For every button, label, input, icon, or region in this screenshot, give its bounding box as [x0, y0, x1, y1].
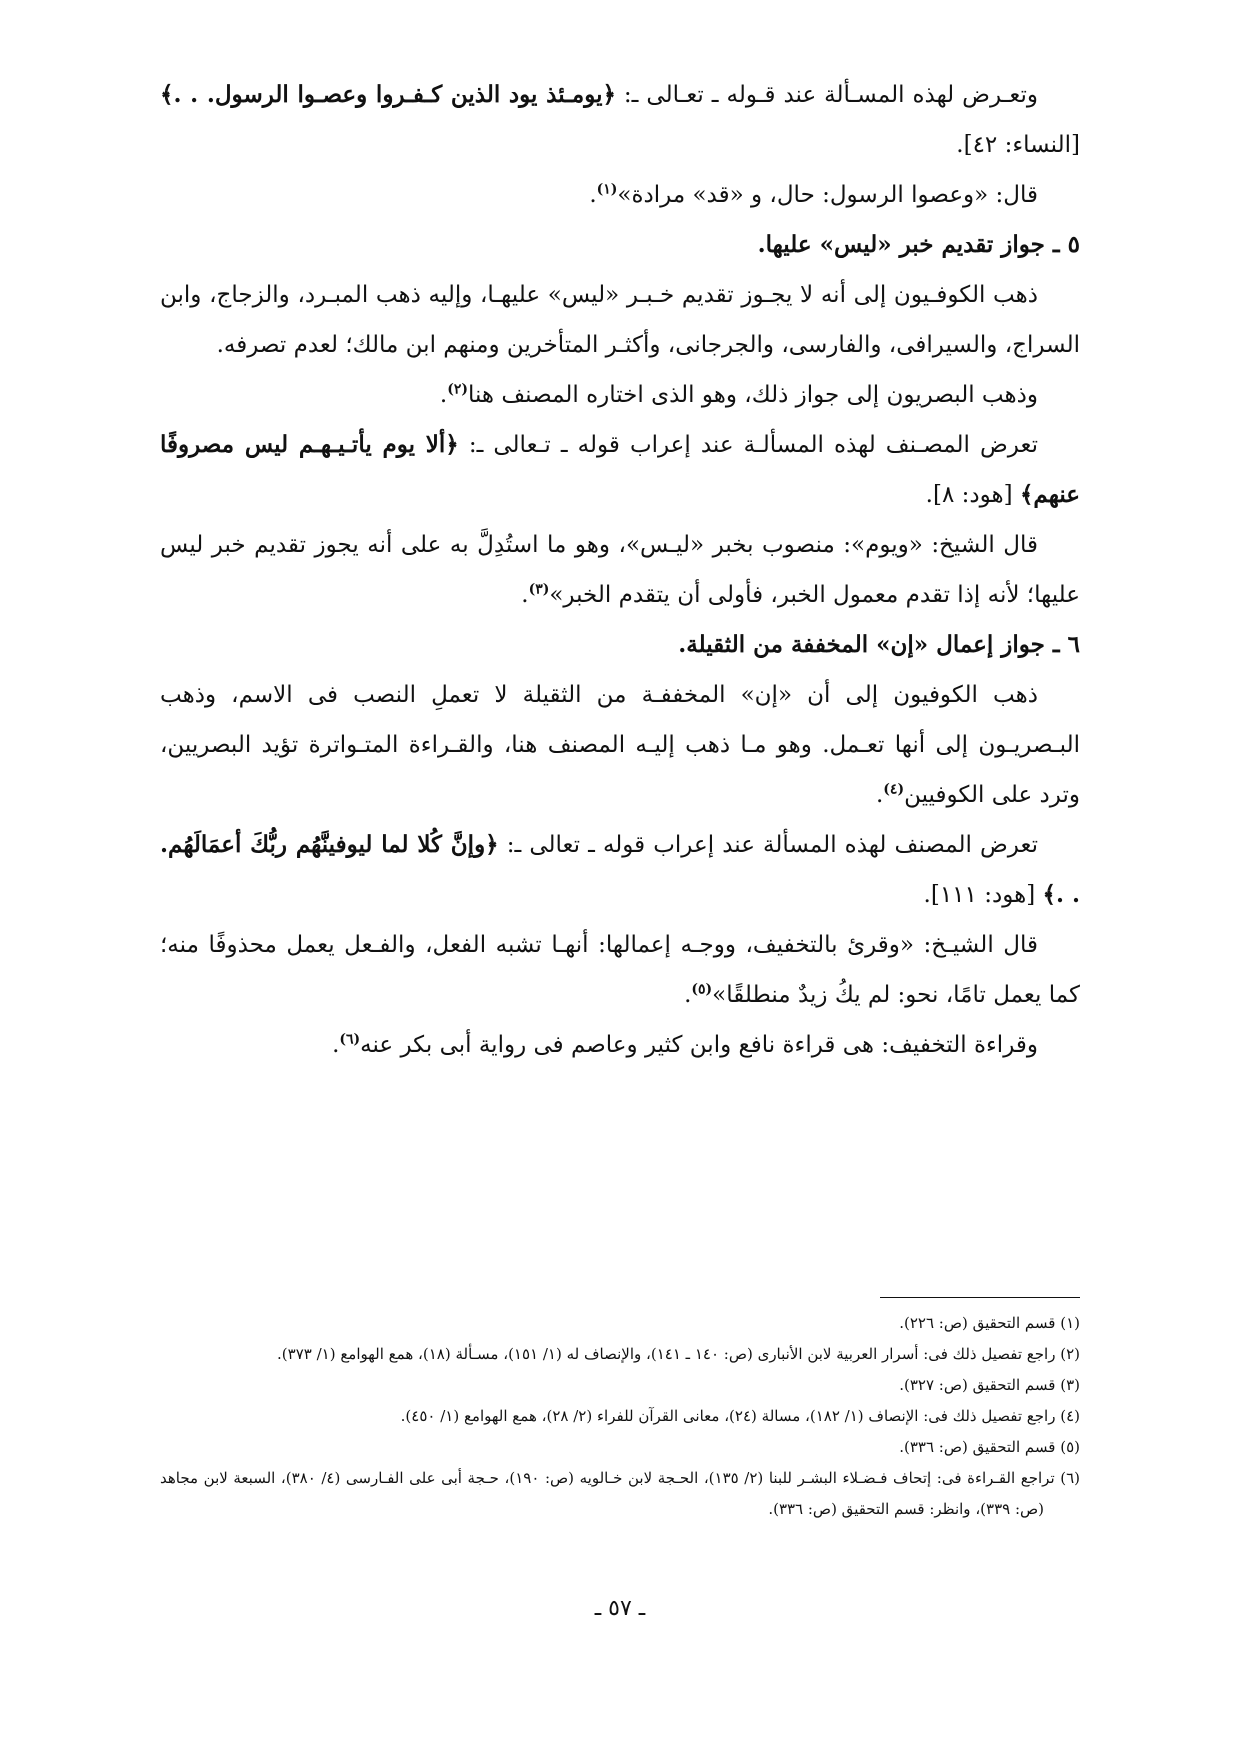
text-run: .	[439, 382, 448, 408]
footnote-number: (٣)	[1055, 1376, 1080, 1394]
footnote-item	[160, 1401, 1080, 1432]
footnote-number: (٤)	[1055, 1407, 1080, 1425]
text-run: قال الشيخ: «ويوم»: منصوب بخبر «ليـس»، وهو ما استُدِلَّ به على أنه يجوز تقديم خبر ليس عليها؛ لأنه إذا تقدم معمول الخبر، فأولى أن يتقدم الخبر»	[160, 532, 1080, 608]
text-run: [هود: ١١١].	[923, 882, 1043, 908]
paragraph	[160, 520, 1080, 620]
paragraph	[160, 70, 1080, 170]
quran-verse: ﴿ألا يوم يأتـيـهـم ليس مصروفًا عنهم﴾	[160, 431, 1080, 508]
text-run: تعرض المصنف لهذه المسألة عند إعراب قوله ـ تعالى ـ:	[498, 832, 1038, 858]
footnote-item	[160, 1308, 1080, 1339]
text-run: .	[332, 1032, 340, 1058]
page-number: ـ ٥٧ ـ	[594, 1596, 646, 1621]
section-heading	[160, 620, 1080, 670]
text-run: وتعـرض لهذه المسـألة عند قـوله ـ تعـالى ـ:	[615, 82, 1038, 108]
text-run: .	[521, 582, 529, 608]
paragraph	[160, 420, 1080, 520]
footnotes	[160, 1308, 1080, 1525]
footnote-number: (١)	[1055, 1314, 1080, 1332]
paragraph	[160, 820, 1080, 920]
footnote-number: (٥)	[1055, 1438, 1080, 1456]
footnote-text: قسم التحقيق (ص: ٣٣٦).	[899, 1438, 1056, 1456]
text-run: [هود: ٨].	[925, 482, 1020, 508]
footnote-item	[160, 1339, 1080, 1370]
text-run: تعرض المصـنف لهذه المسألـة عند إعراب قوله ـ تـعالى ـ:	[458, 432, 1038, 458]
text-run: ٥ ـ جواز تقديم خبر «ليس» عليها.	[757, 231, 1080, 258]
text-run: .	[684, 982, 692, 1008]
paragraph	[160, 170, 1080, 220]
footnote-number: (٦)	[1054, 1469, 1081, 1487]
footnote-text: قسم التحقيق (ص: ٣٢٧).	[899, 1376, 1056, 1394]
footnote-text: راجع تفصيل ذلك فى: أسرار العربية لابن الأنبارى (ص: ١٤٠ ـ ١٤١)، والإنصاف له (١/ ١٥١)، مسـألة (١٨)، همع الهوامع (١/ ٣٧٣).	[277, 1345, 1056, 1363]
paragraph	[160, 920, 1080, 1020]
footnote-marker: (٢)	[447, 381, 468, 398]
text-run: وذهب البصريون إلى جواز ذلك، وهو الذى اختاره المصنف هنا	[467, 382, 1038, 408]
paragraph	[160, 1020, 1080, 1070]
footnote-marker: (١)	[596, 181, 618, 198]
paragraph	[160, 670, 1080, 820]
footnote-text: راجع تفصيل ذلك فى: الإنصاف (١/ ١٨٢)، مسالة (٢٤)، معانى القرآن للفراء (٢/ ٢٨)، همع الهوامع (١/ ٤٥٠).	[400, 1407, 1056, 1425]
footnote-marker: (٣)	[528, 581, 550, 598]
footnote-marker: (٦)	[339, 1031, 361, 1048]
footnote-separator	[880, 1297, 1080, 1298]
text-run: ذهب الكوفـيون إلى أنه لا يجـوز تقديم خـبـر «ليس» عليهـا، وإليه ذهب المبـرد، والزجاج، وابن السراج، والسيرافى، والفارسى، والجرجانى، وأكثـر المتأخرين ومنهم ابن مالك؛ لعدم تصرفه.	[160, 282, 1080, 358]
text-run: وقراءة التخفيف: هى قراءة نافع وابن كثير وعاصم فى رواية أبى بكر عنه	[360, 1032, 1038, 1058]
footnote-marker: (٤)	[883, 781, 905, 798]
text-run: ٦ ـ جواز إعمال «إن» المخففة من الثقيلة.	[678, 631, 1080, 658]
footnote-text: قسم التحقيق (ص: ٢٢٦).	[899, 1314, 1056, 1332]
footnote-item	[160, 1432, 1080, 1463]
footnote-item	[160, 1463, 1080, 1525]
footnote-text: تراجع القـراءة فى: إتحاف فـضـلاء البشـر للبنا (٢/ ١٣٥)، الحـجة لابن خـالويه (ص: ١٩٠)، حـجة أبى على الفـارسى (٤/ ٣٨٠)، السبعة لابن مجاهد (ص: ٣٣٩)، وانظر: قسم التحقيق (ص: ٣٣٦).	[160, 1469, 1055, 1518]
text-run: .	[875, 782, 884, 808]
text-run: قال: «وعصوا الرسول: حال، و «قد» مرادة»	[617, 182, 1038, 208]
footnote-marker: (٥)	[691, 981, 713, 998]
section-heading	[160, 220, 1080, 270]
text-run: قال الشيـخ: «وقرئ بالتخفيف، ووجـه إعمالها: أنهـا تشبه الفعل، والفـعل يعمل محذوفًا منه؛ كما يعمل تامًا، نحو: لم يكُ زيدٌ منطلقًا»	[160, 932, 1080, 1008]
text-run: ذهب الكوفيون إلى أن «إن» المخففـة من الثقيلة لا تعملِ النصب فى الاسم، وذهب البـصريـون إلى أنها تعـمل. وهو مـا ذهب إليـه المصنف هنا، والقـراءة المتـواترة تؤيد البصريين، وترد على الكوفيين	[160, 682, 1080, 808]
text-run: .	[589, 182, 597, 208]
footnote-item	[160, 1370, 1080, 1401]
main-text	[160, 70, 1080, 1070]
paragraph	[160, 270, 1080, 370]
text-run: [النساء: ٤٢].	[956, 132, 1080, 158]
quran-verse: ﴿وإنَّ كُلا لما ليوفينَّهُم ربُّكَ أعمَالَهُم. . .﴾	[160, 831, 1080, 908]
paragraph	[160, 370, 1080, 420]
footnote-number: (٢)	[1055, 1345, 1080, 1363]
quran-verse: ﴿يومـئذ يود الذين كـفـروا وعصـوا الرسول. . .﴾	[160, 81, 616, 108]
